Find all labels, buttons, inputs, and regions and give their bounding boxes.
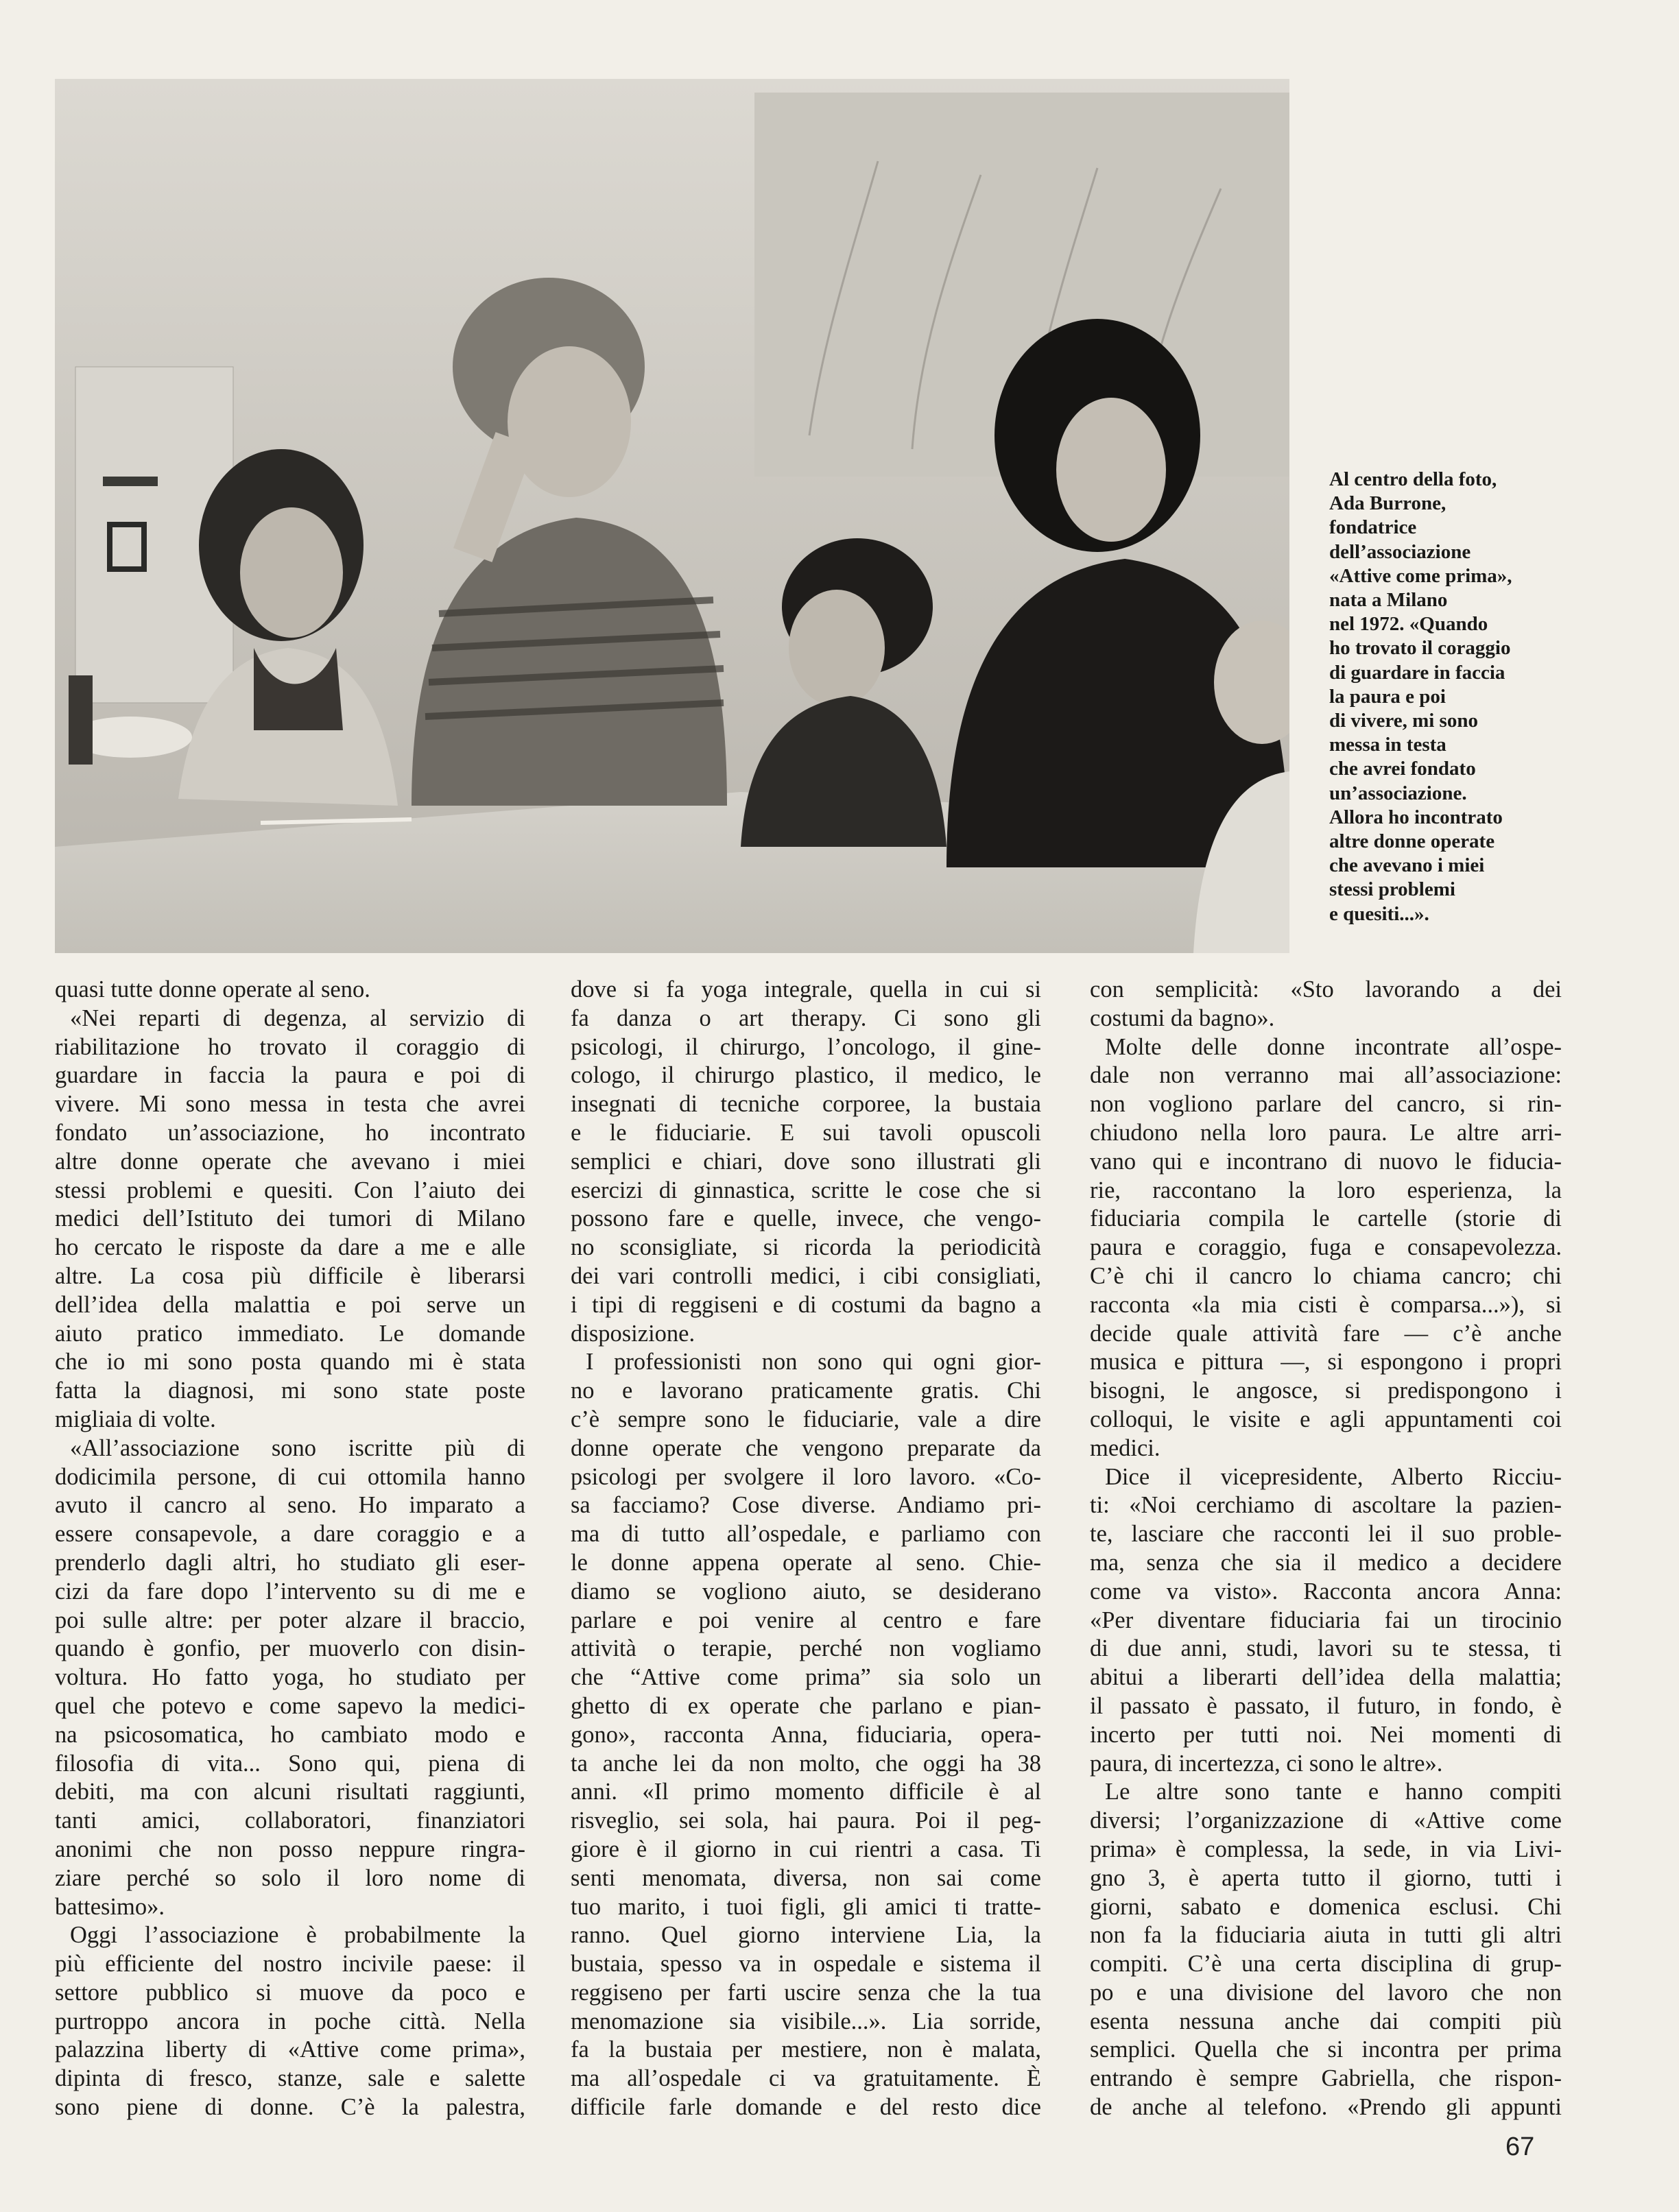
caption-line: nata a Milano bbox=[1329, 589, 1448, 612]
caption-line: Ada Burrone, bbox=[1329, 492, 1446, 515]
text-line: le donne appena operate al seno. Chie- bbox=[571, 1549, 1041, 1576]
text-line: più efficiente del nostro incivile paese: il bbox=[55, 1951, 525, 1977]
text-line: «All’associazione sono iscritte più di bbox=[70, 1434, 525, 1461]
text-line: quasi tutte donne operate al seno. bbox=[55, 976, 370, 1002]
text-line: il passato è passato, il futuro, in fondo, è bbox=[1090, 1692, 1562, 1719]
text-line: bisogni, le angosce, si predispongono i bbox=[1090, 1378, 1562, 1404]
caption-line: Al centro della foto, bbox=[1329, 468, 1497, 490]
text-line: sa facciamo? Cose diverse. Andiamo pri- bbox=[571, 1492, 1041, 1519]
photo-caption bbox=[1329, 468, 1535, 926]
text-line: paura e coraggio, fuga e consapevolezza. bbox=[1090, 1234, 1562, 1261]
text-line: difficile farle domande e del resto dice bbox=[571, 2094, 1041, 2121]
text-line: che io mi sono posta quando mi è stata bbox=[55, 1349, 525, 1375]
text-line: dei vari controlli medici, i cibi consigliati, bbox=[571, 1262, 1041, 1289]
text-line: dipinta di fresco, stanze, sale e salette bbox=[55, 2065, 525, 2092]
text-line: rie, raccontano la loro esperienza, la bbox=[1090, 1177, 1562, 1203]
text-line: giorni, sabato e domenica esclusi. Chi bbox=[1090, 1893, 1562, 1920]
text-line: e le fiduciarie. E sui tavoli opuscoli bbox=[571, 1119, 1041, 1146]
text-line: parlare e poi venire al centro e fare bbox=[571, 1607, 1041, 1633]
caption-line: di vivere, mi sono bbox=[1329, 710, 1478, 732]
text-line: fiduciaria compila le cartelle (storie di bbox=[1090, 1205, 1562, 1232]
caption-line: «Attive come prima», bbox=[1329, 564, 1512, 587]
text-line: senti menomata, diversa, non sai come bbox=[571, 1864, 1041, 1891]
text-line: poi sulle altre: per poter alzare il braccio, bbox=[55, 1607, 525, 1633]
text-line: musica e pittura —, si espongono i propri bbox=[1090, 1349, 1562, 1375]
caption-line: dell’associazione bbox=[1329, 540, 1471, 563]
text-line: tuo marito, i tuoi figli, gli amici ti tratte- bbox=[571, 1893, 1041, 1920]
caption-line: fondatrice bbox=[1329, 516, 1417, 539]
text-line: bustaia, spesso va in ospedale e sistema il bbox=[571, 1951, 1041, 1977]
text-line: ghetto di ex operate che parlano e pian- bbox=[571, 1692, 1041, 1719]
text-line: riabilitazione ho trovato il coraggio di bbox=[55, 1033, 525, 1060]
text-line: ranno. Quel giorno interviene Lia, la bbox=[571, 1922, 1041, 1949]
text-line: stessi problemi e quesiti. Con l’aiuto dei bbox=[55, 1177, 525, 1203]
text-line: dove si fa yoga integrale, quella in cui si bbox=[571, 976, 1041, 1002]
text-line: fa la bustaia per mestiere, non è malata, bbox=[571, 2036, 1041, 2063]
caption-line: nel 1972. «Quando bbox=[1329, 613, 1488, 636]
text-line: sono piene di donne. C’è la palestra, bbox=[55, 2094, 525, 2121]
text-line: «Nei reparti di degenza, al servizio di bbox=[70, 1005, 525, 1031]
text-line: quando è gonfio, per muoverlo con disin- bbox=[55, 1635, 525, 1662]
text-line: colloqui, le visite e agli appuntamenti coi bbox=[1090, 1406, 1562, 1432]
text-line: Molte delle donne incontrate all’ospe- bbox=[1105, 1033, 1562, 1060]
text-line: non fa la fiduciaria aiuta in tutti gli altri bbox=[1090, 1922, 1562, 1949]
caption-line: che avevano i miei bbox=[1329, 854, 1485, 877]
text-line: racconta «la mia cisti è comparsa...»), si bbox=[1090, 1291, 1562, 1318]
text-line: attività o terapie, perché non vogliamo bbox=[571, 1635, 1041, 1662]
text-line: chiudono nella loro paura. Le altre arri- bbox=[1090, 1119, 1562, 1146]
text-line: «Per diventare fiduciaria fai un tirocinio bbox=[1090, 1607, 1562, 1633]
text-line: quel che potevo e come sapevo la medici- bbox=[55, 1692, 525, 1719]
text-line: paura, di incertezza, ci sono le altre». bbox=[1090, 1750, 1443, 1777]
caption-line: stessi problemi bbox=[1329, 878, 1455, 901]
text-line: I professionisti non sono qui ogni gior- bbox=[586, 1349, 1041, 1375]
text-line: semplici e chiari, dove sono illustrati gli bbox=[571, 1148, 1041, 1175]
text-line: vano qui e incontrano di nuovo le fiducia- bbox=[1090, 1148, 1562, 1175]
text-line: prima» è complessa, la sede, in via Livi- bbox=[1090, 1836, 1562, 1862]
text-line: possono fare e quelle, invece, che vengo- bbox=[571, 1205, 1041, 1232]
page-number: 67 bbox=[1505, 2132, 1535, 2161]
text-line: altre. La cosa più difficile è liberarsi bbox=[55, 1262, 525, 1289]
text-line: fa danza o art therapy. Ci sono gli bbox=[571, 1005, 1041, 1031]
text-line: cizi da fare dopo l’intervento su di me e bbox=[55, 1578, 525, 1604]
text-line: Dice il vicepresidente, Alberto Ricciu- bbox=[1105, 1463, 1562, 1490]
text-line: semplici. Quella che si incontra per prima bbox=[1090, 2036, 1562, 2063]
text-line: risveglio, sei sola, hai paura. Poi il peg- bbox=[571, 1807, 1041, 1834]
text-line: ma, senza che sia il medico a decidere bbox=[1090, 1549, 1562, 1576]
text-line: donne operate che vengono preparate da bbox=[571, 1434, 1041, 1461]
text-line: abitui a liberarti dell’idea della malattia; bbox=[1090, 1664, 1562, 1691]
text-line: no sconsigliate, si ricorda la periodicità bbox=[571, 1234, 1041, 1261]
text-line: i tipi di reggiseni e di costumi da bagno a bbox=[571, 1291, 1041, 1318]
text-line: c’è sempre sono le fiduciarie, vale a dire bbox=[571, 1406, 1041, 1432]
text-line: insegnati di tecniche corporee, la bustaia bbox=[571, 1091, 1041, 1118]
text-line: na psicosomatica, ho cambiato modo e bbox=[55, 1721, 525, 1748]
text-line: voltura. Ho fatto yoga, ho studiato per bbox=[55, 1664, 525, 1691]
text-line: battesimo». bbox=[55, 1893, 165, 1920]
caption-line: messa in testa bbox=[1329, 734, 1446, 756]
text-line: psicologi, il chirurgo, l’oncologo, il gine- bbox=[571, 1033, 1041, 1060]
text-line: di due anni, studi, lavori su te stessa, ti bbox=[1090, 1635, 1562, 1662]
text-line: Oggi l’associazione è probabilmente la bbox=[70, 1922, 525, 1949]
text-line: settore pubblico si muove da poco e bbox=[55, 1979, 525, 2006]
text-line: migliaia di volte. bbox=[55, 1406, 216, 1432]
text-line: decide quale attività fare — c’è anche bbox=[1090, 1320, 1562, 1347]
text-line: disposizione. bbox=[571, 1320, 695, 1347]
text-line: giore è il giorno in cui rientri a casa. Ti bbox=[571, 1836, 1041, 1862]
text-line: psicologi per svolgere il loro lavoro. «Co- bbox=[571, 1463, 1041, 1490]
text-line: ti: «Noi cerchiamo di ascoltare la pazien- bbox=[1090, 1492, 1562, 1519]
text-line: gono», racconta Anna, fiduciaria, opera- bbox=[571, 1721, 1041, 1748]
text-line: compiti. C’è una certa disciplina di grup- bbox=[1090, 1951, 1562, 1977]
text-line: non vogliono parlare del cancro, si rin- bbox=[1090, 1091, 1562, 1118]
caption-line: e quesiti...». bbox=[1329, 902, 1429, 925]
text-line: dell’idea della malattia e poi serve un bbox=[55, 1291, 525, 1318]
caption-line: altre donne operate bbox=[1329, 830, 1495, 853]
text-line: palazzina liberty di «Attive come prima», bbox=[55, 2036, 525, 2063]
text-line: dodicimila persone, di cui ottomila hanno bbox=[55, 1463, 525, 1490]
text-line: guardare in faccia la paura e poi di bbox=[55, 1062, 525, 1089]
article-column-2 bbox=[571, 976, 1041, 2155]
text-line: come va visto». Racconta ancora Anna: bbox=[1090, 1578, 1562, 1604]
text-line: fondato un’associazione, ho incontrato bbox=[55, 1119, 525, 1146]
text-line: fatta la diagnosi, mi sono state poste bbox=[55, 1378, 525, 1404]
text-line: tanti amici, collaboratori, finanziatori bbox=[55, 1807, 525, 1834]
text-line: ta anche lei da non molto, che oggi ha 38 bbox=[571, 1750, 1041, 1777]
text-line: ziare perché so solo il loro nome di bbox=[55, 1864, 525, 1891]
text-line: aiuto pratico immediato. Le domande bbox=[55, 1320, 525, 1347]
text-line: costumi da bagno». bbox=[1090, 1005, 1275, 1031]
article-column-1 bbox=[55, 976, 525, 2155]
text-line: C’è chi il cancro lo chiama cancro; chi bbox=[1090, 1262, 1562, 1289]
article-photo bbox=[55, 79, 1289, 953]
text-line: medici dell’Istituto dei tumori di Milano bbox=[55, 1205, 525, 1232]
caption-line: di guardare in faccia bbox=[1329, 661, 1505, 684]
text-line: ma all’ospedale ci va gratuitamente. È bbox=[571, 2065, 1041, 2092]
text-line: esenta nessuna anche dai compiti più bbox=[1090, 2008, 1562, 2034]
text-line: filosofia di vita... Sono qui, piena di bbox=[55, 1750, 525, 1777]
text-line: medici. bbox=[1090, 1434, 1160, 1461]
text-line: purtroppo ancora in poche città. Nella bbox=[55, 2008, 525, 2034]
text-line: anonimi che non posso neppure ringra- bbox=[55, 1836, 525, 1862]
caption-line: ho trovato il coraggio bbox=[1329, 637, 1511, 660]
text-line: altre donne operate che avevano i miei bbox=[55, 1148, 525, 1175]
article-column-3 bbox=[1090, 976, 1562, 2155]
text-line: entrando è sempre Gabriella, che rispon- bbox=[1090, 2065, 1562, 2092]
text-line: vivere. Mi sono messa in testa che avrei bbox=[55, 1091, 525, 1118]
text-line: de anche al telefono. «Prendo gli appunti bbox=[1090, 2094, 1562, 2121]
text-line: essere consapevole, a dare coraggio e a bbox=[55, 1521, 525, 1548]
text-line: menomazione sia visibile...». Lia sorride, bbox=[571, 2008, 1041, 2034]
text-line: avuto il cancro al seno. Ho imparato a bbox=[55, 1492, 525, 1519]
text-line: incerto per tutti noi. Nei momenti di bbox=[1090, 1721, 1562, 1748]
text-line: esercizi di ginnastica, scritte le cose che si bbox=[571, 1177, 1041, 1203]
caption-line: un’associazione. bbox=[1329, 782, 1467, 804]
caption-line: Allora ho incontrato bbox=[1329, 806, 1503, 828]
text-line: reggiseno per farti uscire senza che la tua bbox=[571, 1979, 1041, 2006]
text-line: anni. «Il primo momento difficile è al bbox=[571, 1779, 1041, 1805]
text-line: debiti, ma con alcuni risultati raggiunti, bbox=[55, 1779, 525, 1805]
text-line: ho cercato le risposte da dare a me e alle bbox=[55, 1234, 525, 1261]
text-line: gno 3, è aperta tutto il giorno, tutti i bbox=[1090, 1864, 1562, 1891]
text-line: cologo, il chirurgo plastico, il medico, le bbox=[571, 1062, 1041, 1089]
text-line: ma di tutto all’ospedale, e parliamo con bbox=[571, 1521, 1041, 1548]
text-line: te, lasciare che racconti lei il suo proble- bbox=[1090, 1521, 1562, 1548]
text-line: dale non verranno mai all’associazione: bbox=[1090, 1062, 1562, 1089]
text-line: diversi; l’organizzazione di «Attive come bbox=[1090, 1807, 1562, 1834]
text-line: po e una divisione del lavoro che non bbox=[1090, 1979, 1562, 2006]
text-line: prenderlo dagli altri, ho studiato gli eser- bbox=[55, 1549, 525, 1576]
text-line: no e lavorano praticamente gratis. Chi bbox=[571, 1378, 1041, 1404]
photo-women-around-table-icon bbox=[55, 79, 1289, 953]
text-line: Le altre sono tante e hanno compiti bbox=[1105, 1779, 1562, 1805]
caption-line: la paura e poi bbox=[1329, 685, 1446, 708]
text-line: diamo se vogliono aiuto, se desiderano bbox=[571, 1578, 1041, 1604]
text-line: che “Attive come prima” sia solo un bbox=[571, 1664, 1041, 1691]
text-line: con semplicità: «Sto lavorando a dei bbox=[1090, 976, 1562, 1002]
caption-line: che avrei fondato bbox=[1329, 758, 1476, 780]
